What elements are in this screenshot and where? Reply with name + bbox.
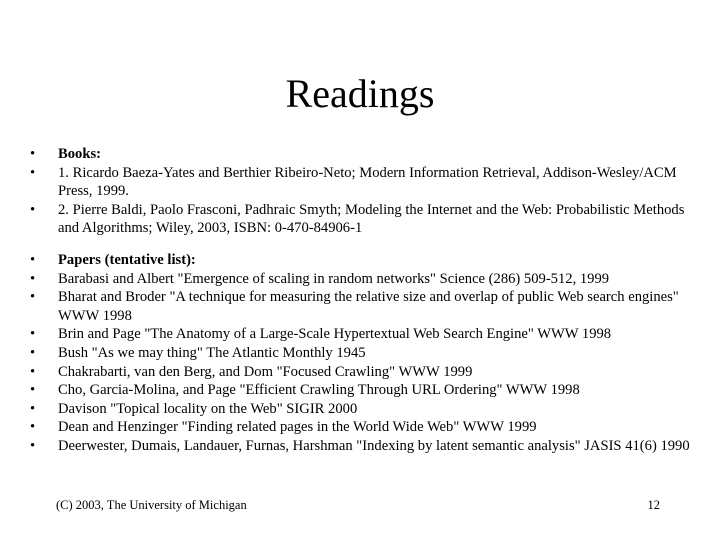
list-item xyxy=(30,325,700,344)
list-item xyxy=(30,344,700,363)
bullet-icon: • xyxy=(30,400,36,417)
list-item xyxy=(30,201,700,238)
bullet-icon: • xyxy=(30,164,36,181)
list-item-text: Dean and Henzinger "Finding related pages in the World Wide Web" WWW 1999 xyxy=(58,419,537,436)
bullet-icon: • xyxy=(30,363,36,380)
bullet-icon: • xyxy=(30,270,36,287)
list-item xyxy=(30,400,700,419)
list-item-text: Deerwester, Dumais, Landauer, Furnas, Harshman "Indexing by latent semantic analysis" JASIS 41(6) 1990 xyxy=(58,437,690,454)
bullet-icon: • xyxy=(30,419,36,436)
list-item-text: 1. Ricardo Baeza-Yates and Berthier Ribeiro-Neto; Modern Information Retrieval, Addison-Wesley/ACM Press, 1999. xyxy=(58,164,677,200)
list-item xyxy=(30,270,700,289)
bullet-icon: • xyxy=(30,201,36,218)
list-item-text: Cho, Garcia-Molina, and Page "Efficient Crawling Through URL Ordering" WWW 1998 xyxy=(58,382,580,399)
bullet-icon: • xyxy=(30,344,36,361)
list-item xyxy=(30,437,700,456)
list-item xyxy=(30,363,700,382)
list-item-text: Barabasi and Albert "Emergence of scaling in random networks" Science (286) 509-512, 1999 xyxy=(58,270,610,287)
slide-title: Readings xyxy=(285,71,435,116)
bullet-icon: • xyxy=(30,382,36,399)
bullet-icon: • xyxy=(30,437,36,454)
list-item-text: Bush "As we may thing" The Atlantic Monthly 1945 xyxy=(58,344,366,361)
footer-copyright: (C) 2003, The University of Michigan xyxy=(56,498,247,512)
bullet-icon: • xyxy=(30,146,36,162)
bullet-icon: • xyxy=(30,326,36,343)
list-item-text: Brin and Page "The Anatomy of a Large-Scale Hypertextual Web Search Engine" WWW 1998 xyxy=(58,326,612,343)
list-item xyxy=(30,288,700,325)
section-heading xyxy=(30,145,700,164)
list-item-text: Chakrabarti, van den Berg, and Dom "Focused Crawling" WWW 1999 xyxy=(58,363,473,380)
bullet-icon: • xyxy=(30,289,36,306)
bullet-icon: • xyxy=(30,251,36,268)
list-item xyxy=(30,381,700,400)
page-number: 12 xyxy=(647,498,660,512)
section-heading-text: Books: xyxy=(58,146,101,162)
section-heading xyxy=(30,251,700,270)
list-item xyxy=(30,164,700,201)
section-heading-text: Papers (tentative list): xyxy=(58,251,196,268)
list-item-text: 2. Pierre Baldi, Paolo Frasconi, Padhraic Smyth; Modeling the Internet and the Web: Probabilistic Methods and Algorithms; Wiley, 2003, ISBN: 0-470-84906-1 xyxy=(58,201,685,237)
list-item-text: Bharat and Broder "A technique for measuring the relative size and overlap of public Web search engines" WWW 1998 xyxy=(58,289,679,324)
list-item-text: Davison "Topical locality on the Web" SIGIR 2000 xyxy=(58,400,358,417)
readings-list xyxy=(30,145,700,456)
list-item xyxy=(30,418,700,437)
